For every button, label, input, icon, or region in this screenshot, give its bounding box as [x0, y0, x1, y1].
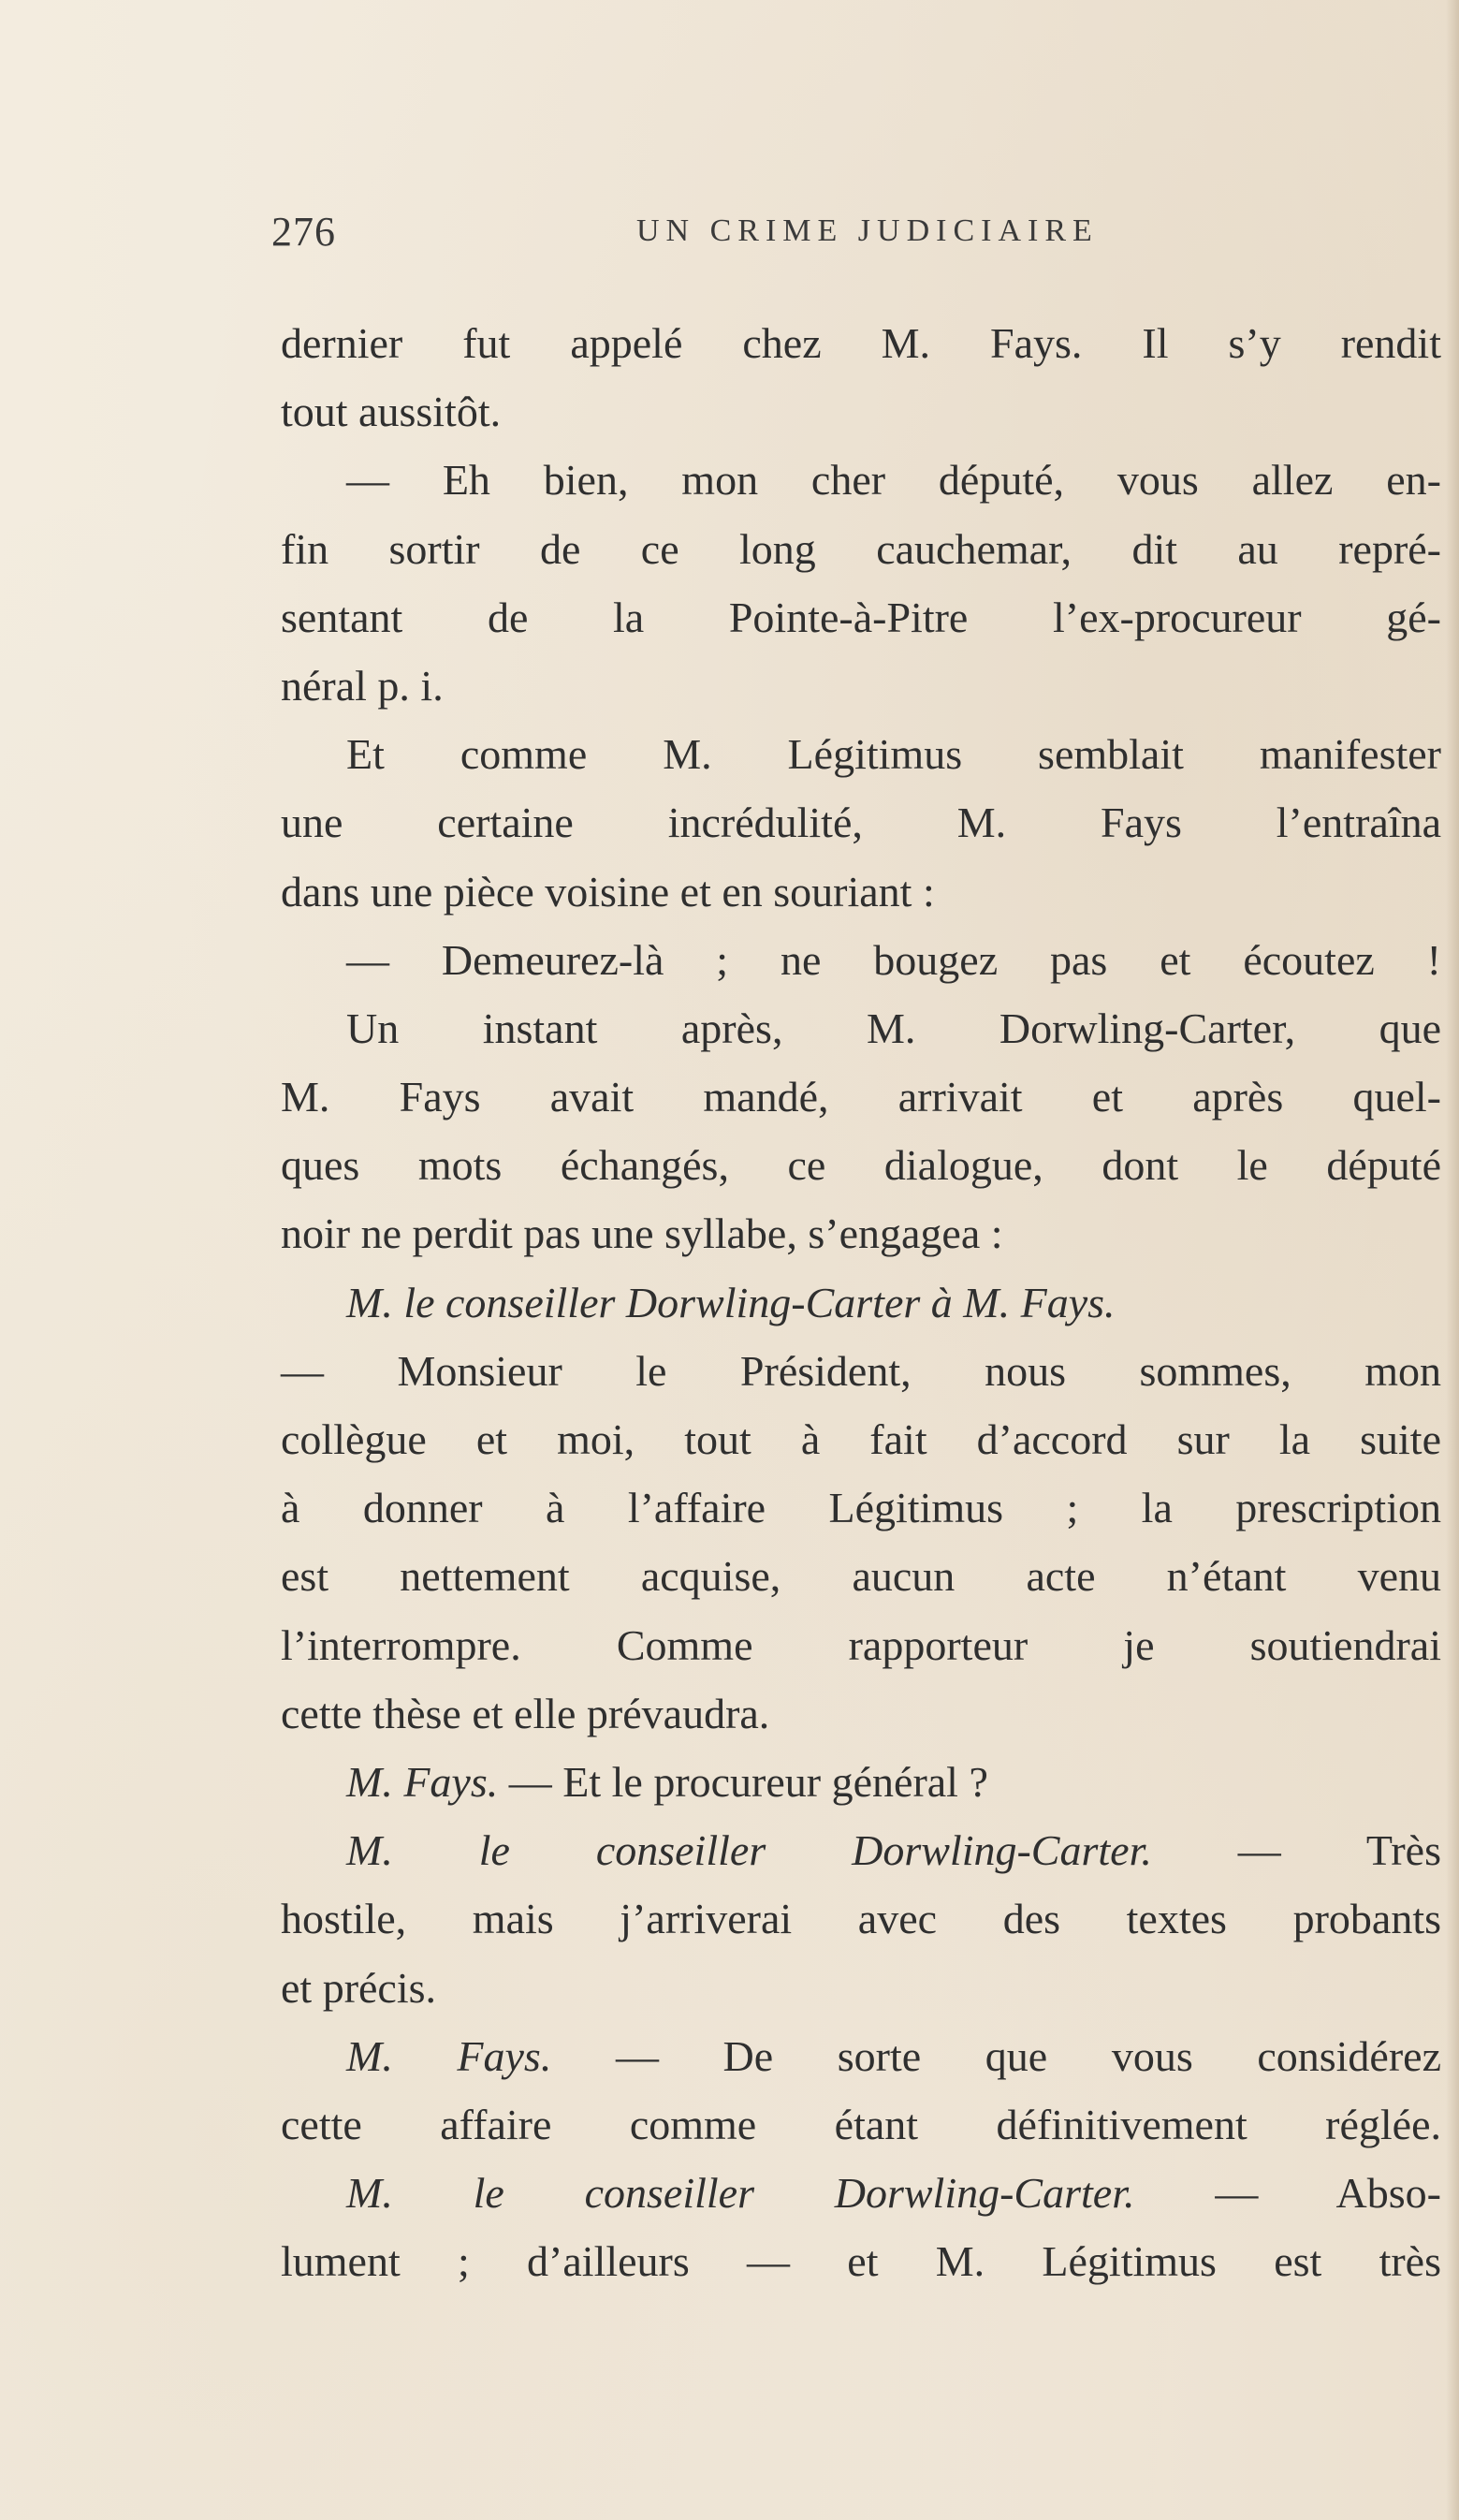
speaker-name: M. Fays. [346, 2031, 552, 2080]
text-line: lument ; d’ailleurs — et M. Légitimus est très [281, 2237, 1441, 2286]
body-text [281, 309, 1441, 2295]
text-line: noir ne perdit pas une syllabe, s’engagea : [281, 1209, 1003, 1258]
text-line: hostile, mais j’arriverai avec des textes probants [281, 1895, 1441, 1943]
text-line: et précis. [281, 1963, 437, 2012]
speaker-name: M. le conseiller Dorwling-Carter. [346, 1826, 1152, 1875]
dialogue-line: M. Fays. — Et le procureur général ? [346, 1757, 988, 1806]
text-line: dernier fut appelé chez M. Fays. Il s’y rendit [281, 319, 1441, 367]
text-line: cette thèse et elle prévaudra. [281, 1689, 770, 1737]
dialogue-line: M. le conseiller Dorwling-Carter. — Très [346, 1826, 1441, 1875]
page-number: 276 [271, 209, 336, 255]
text-line: à donner à l’affaire Légitimus ; la prescription [281, 1484, 1441, 1532]
text-line: — Monsieur le Président, nous sommes, mon [281, 1346, 1441, 1395]
running-head: UN CRIME JUDICIAIRE [636, 213, 1099, 248]
speaker-name: M. le conseiller Dorwling-Carter. [346, 2169, 1135, 2218]
speaker-name: M. le conseiller Dorwling-Carter à M. Fays. [346, 1278, 1116, 1326]
text-line: collègue et moi, tout à fait d’accord sur la suite [281, 1415, 1441, 1463]
text-line: Et comme M. Légitimus semblait manifester [346, 730, 1441, 779]
text-line: M. Fays avait mandé, arrivait et après quel- [281, 1073, 1441, 1121]
text-line: — Demeurez-là ; ne bougez pas et écoutez ! [346, 935, 1441, 984]
text-line: cette affaire comme étant définitivement réglée. [281, 2100, 1441, 2148]
text-line: fin sortir de ce long cauchemar, dit au repré- [281, 524, 1441, 573]
text-line: une certaine incrédulité, M. Fays l’entraîna [281, 798, 1441, 847]
text-line: ques mots échangés, ce dialogue, dont le député [281, 1141, 1441, 1190]
speaker-line [281, 1268, 1441, 1337]
text-line: dans une pièce voisine et en souriant : [281, 867, 935, 916]
speaker-name: M. Fays. [346, 1757, 499, 1806]
text-line: — Eh bien, mon cher député, vous allez en- [346, 456, 1441, 505]
text-line: est nettement acquise, aucun acte n’étant venu [281, 1552, 1441, 1601]
text-line: sentant de la Pointe-à-Pitre l’ex-procureur gé- [281, 593, 1441, 641]
text-line: l’interrompre. Comme rapporteur je soutiendrai [281, 1620, 1441, 1669]
text-line: tout aussitôt. [281, 388, 502, 436]
page-header [271, 208, 1207, 264]
text-line: Un instant après, M. Dorwling-Carter, que [346, 1004, 1441, 1052]
dialogue-line: M. Fays. — De sorte que vous considérez [346, 2031, 1441, 2080]
dialogue-line: M. le conseiller Dorwling-Carter. — Abso- [346, 2169, 1441, 2218]
text-line: néral p. i. [281, 661, 444, 710]
page-edge-shadow [1446, 0, 1459, 2520]
